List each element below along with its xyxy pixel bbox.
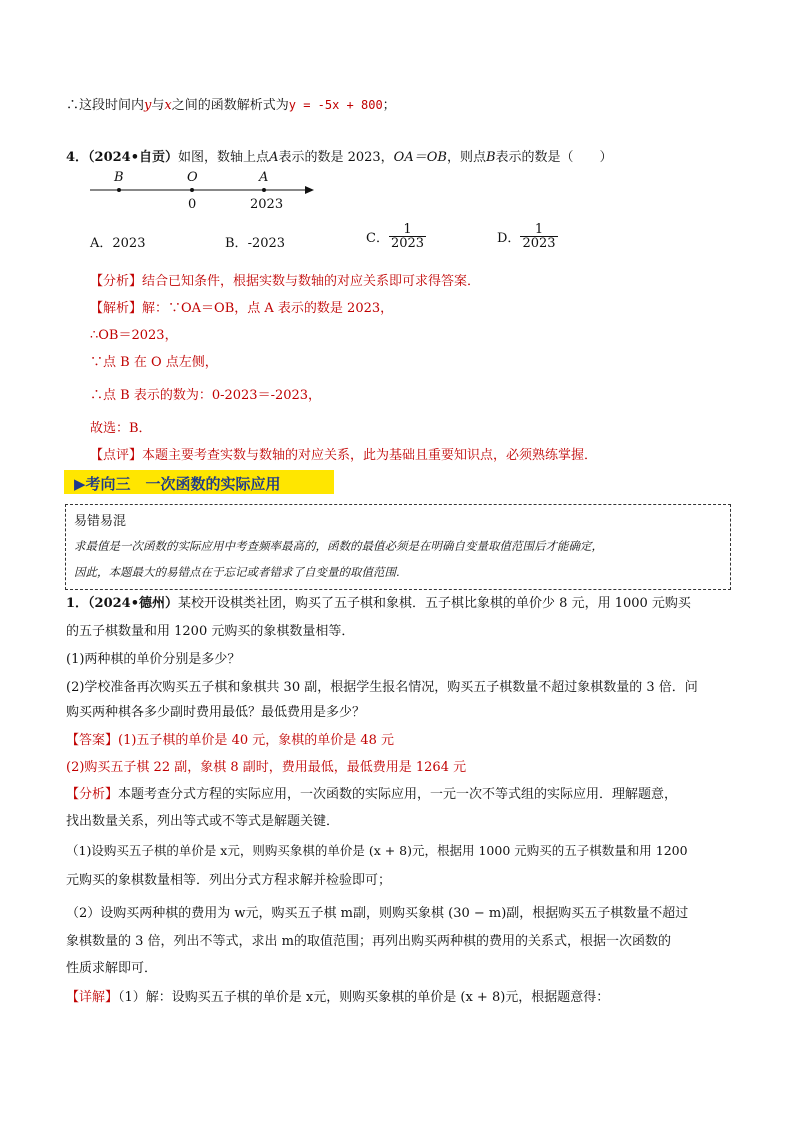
option-d-denominator: 2023: [522, 236, 556, 251]
q1-part1: (1)两种棋的单价分别是多少？: [66, 652, 241, 667]
q1-answer-tag: 【答案】: [66, 733, 119, 748]
conclusion-suffix: ；: [382, 98, 396, 113]
option-b-label: B．: [225, 236, 248, 251]
q1-number: 1．: [66, 596, 89, 611]
q1-analysis-line6: 象棋数量的 3 倍，列出不等式，求出 m的取值范围；再列出购买两种棋的费用的关系式，根据一次函数的: [66, 934, 671, 949]
option-c: [366, 223, 426, 250]
q4-solution-line1: 解：∵OA＝OB，点 A 表示的数是 2023，: [142, 301, 394, 316]
q1-stem-line1: 某校开设棋类社团，购买了五子棋和象棋．五子棋比象棋的单价少 8 元，用 1000 元购买: [178, 596, 691, 611]
q4-point-b: B: [485, 150, 496, 165]
q1-analysis: [66, 783, 677, 802]
box-title: 易错易混: [74, 514, 127, 529]
option-d-numerator: 1: [534, 222, 544, 237]
q4-point-a: A: [269, 150, 279, 165]
q1-analysis-tag: 【分析】: [66, 787, 119, 802]
q4-stem-text1: 如图，数轴上点: [178, 150, 270, 165]
q1-detail-tag: 【详解】: [66, 990, 119, 1005]
axis-tick-2023: 2023: [250, 197, 284, 212]
option-c-denominator: 2023: [390, 236, 425, 251]
q4-comment-tag: 【点评】: [90, 448, 143, 463]
q4-solution-tag: 【解析】: [90, 301, 143, 316]
q1-stem-l1: [66, 592, 691, 611]
q4-source: （2024•自贡）: [88, 150, 179, 165]
option-a: [90, 232, 145, 251]
option-c-numerator: 1: [403, 222, 412, 237]
q4-stem: [66, 146, 613, 165]
axis-tick-0: 0: [188, 197, 197, 212]
option-d: [497, 223, 558, 250]
q1-detail-text: （1）解：设购买五子棋的单价是 x元，则购买象棋的单价是 (x + 8)元，根据题意得：: [118, 990, 610, 1005]
q4-solution-line2: ∴OB＝2023，: [90, 328, 178, 343]
q1-analysis-line4: 元购买的象棋数量相等．列出分式方程求解并检验即可；: [66, 873, 392, 888]
option-c-fraction: [389, 223, 426, 250]
var-y: y: [144, 98, 152, 113]
q1-analysis-line2: 找出数量关系，列出等式或不等式是解题关键．: [66, 814, 340, 829]
q1-stem-line2: 的五子棋数量和用 1200 元购买的象棋数量相等．: [66, 624, 355, 639]
q1-source: （2024•德州）: [88, 596, 179, 611]
point-a-dot: [262, 188, 266, 192]
q4-stem-text4: 表示的数是（ ）: [495, 150, 613, 165]
option-d-label: D．: [497, 231, 521, 246]
q4-stem-text2: 表示的数是 2023，: [278, 150, 394, 165]
conclusion-prefix: ∴这段时间内: [66, 98, 145, 113]
q1-answer-line1: (1)五子棋的单价是 40 元，象棋的单价是 48 元: [118, 733, 395, 748]
q4-analysis-text: 结合已知条件，根据实数与数轴的对应关系即可求得答案．: [142, 274, 481, 289]
number-line-figure: [86, 168, 326, 212]
option-b-value: -2023: [247, 236, 286, 251]
q1-analysis-line7: 性质求解即可．: [66, 961, 158, 976]
q1-analysis-line3: （1)设购买五子棋的单价是 x元，则购买象棋的单价是 (x + 8)元，根据用 1000 元购买的五子棋数量和用 1200: [66, 843, 688, 858]
q4-condition: OA＝OB: [393, 150, 447, 165]
number-line-arrow: [305, 186, 314, 194]
q4-comment-text: 本题主要考查实数与数轴的对应关系，此为基础且重要知识点，必须熟练掌握．: [142, 448, 598, 463]
section-banner: [64, 470, 334, 494]
q4-solution-line5: 故选：B．: [90, 421, 152, 436]
q4-number: 4．: [66, 150, 89, 165]
q4-comment: [90, 444, 597, 463]
q1-detail: [66, 986, 609, 1005]
var-x: x: [164, 98, 172, 113]
q4-solution-line4: ∴点 B 表示的数为：0-2023＝-2023，: [90, 388, 322, 403]
conclusion-mid2: 之间的函数解析式为: [171, 98, 289, 113]
q4-solution-l1: [90, 297, 393, 316]
q4-analysis-tag: 【分析】: [90, 274, 143, 289]
q1-analysis-line5: （2）设购买两种棋的费用为 w元，购买五子棋 m副，则购买象棋 (30 − m)副，根据购买五子棋数量不超过: [66, 906, 689, 921]
top-conclusion-line: [66, 94, 396, 113]
q1-part2-line2: 购买两种棋各多少副时费用最低？最低费用是多少？: [66, 705, 366, 720]
option-a-label: A．: [90, 236, 113, 251]
q1-analysis-line1: 本题考查分式方程的实际应用，一次函数的实际应用，一元一次不等式组的实际应用．理解题意，: [118, 787, 678, 802]
q1-answer: [66, 729, 394, 748]
option-c-label: C．: [366, 231, 389, 246]
box-line2: 因此，本题最大的易错点在于忘记或者错求了自变量的取值范围.: [74, 565, 400, 579]
option-a-value: 2023: [112, 236, 146, 251]
q4-stem-text3: ，则点: [446, 150, 486, 165]
point-o-dot: [190, 188, 194, 192]
section-title: ▶考向三 一次函数的实际应用: [74, 475, 281, 493]
q4-analysis: [90, 270, 480, 289]
option-b: [225, 232, 285, 251]
point-b-dot: [117, 188, 121, 192]
conclusion-mid1: 与: [151, 98, 165, 113]
axis-label-o: O: [187, 170, 198, 185]
axis-label-a: A: [259, 170, 269, 185]
q4-solution-line3: ∵点 B 在 O 点左侧，: [90, 355, 218, 370]
q1-answer-line2: (2)购买五子棋 22 副，象棋 8 副时，费用最低，最低费用是 1264 元: [66, 760, 467, 775]
option-d-fraction: [520, 223, 557, 250]
q1-part2-line1: (2)学校准备再次购买五子棋和象棋共 30 副，根据学生报名情况，购买五子棋数量不超过象棋数量的 3 倍．问: [66, 680, 698, 695]
error-prone-box: [65, 504, 731, 590]
axis-label-b: B: [114, 170, 124, 185]
function-formula: y = -5x + 800: [288, 98, 383, 112]
box-line1: 求最值是一次函数的实际应用中考查频率最高的，函数的最值必须是在明确自变量取值范围后才能确定，: [74, 539, 603, 553]
